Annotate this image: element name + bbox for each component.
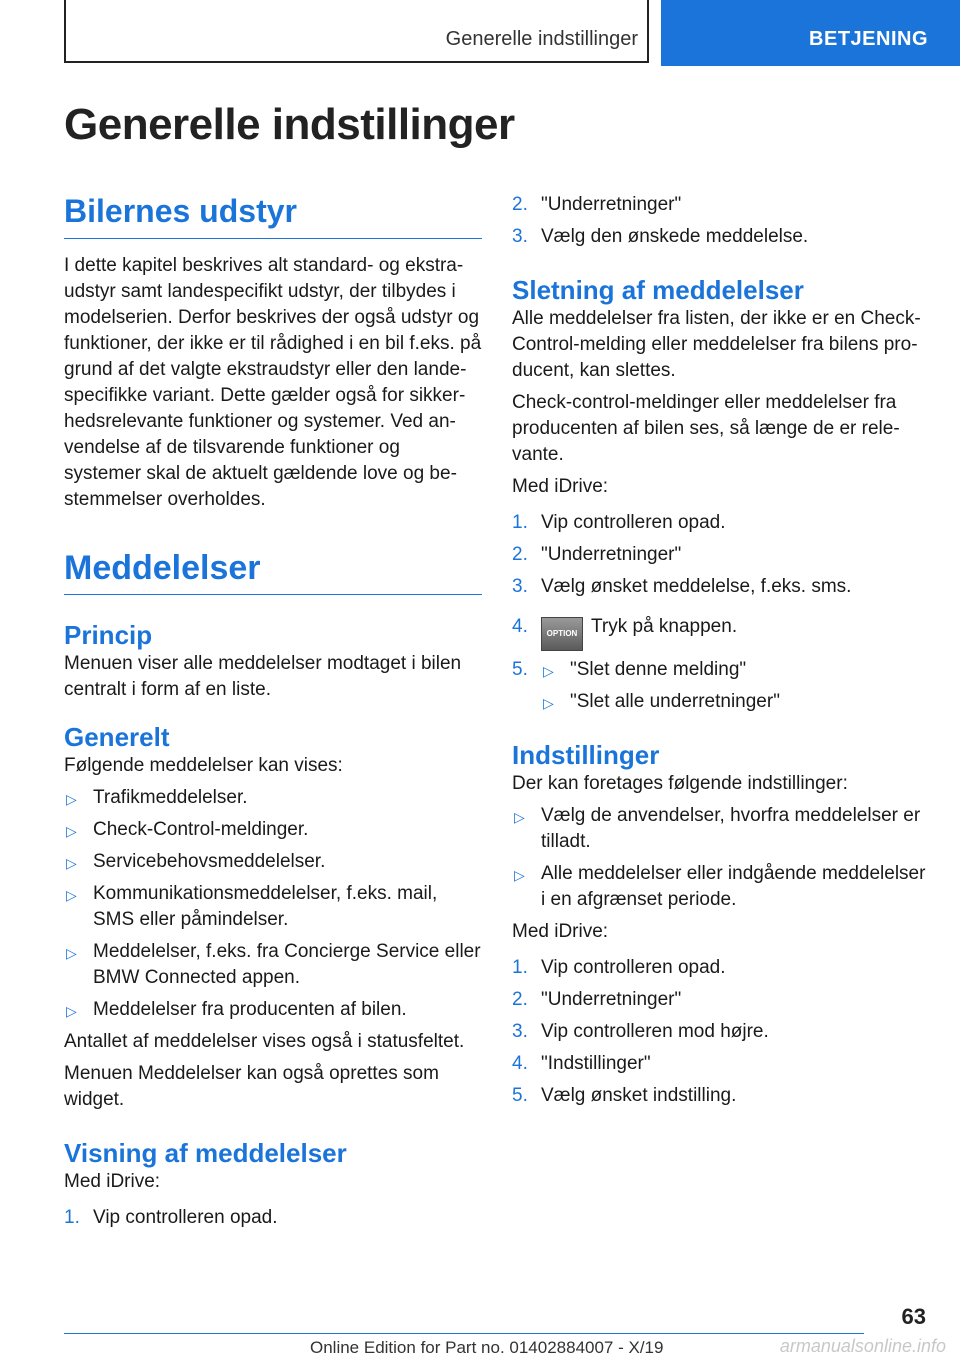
heading-display: Visning af meddelelser [64,1138,347,1168]
footer-edition: Online Edition for Part no. 01402884007 - X/19 [310,1338,664,1357]
paragraph-delete-2: Check-control-meldinger eller meddelelser fra producenten af bilen ses, så længe de er relevante. [512,392,900,465]
list-item: ▷ Trafikmeddelelser. [64,785,482,811]
step-item: 4. OPTION Tryk på knappen. [512,614,930,651]
page-header [0,0,960,66]
step-item: 4. "Indstillinger" [512,1053,651,1074]
step-item: 2. "Underretninger" [512,989,682,1010]
paragraph-delete-1: Alle meddelelser fra listen, der ikke er en Check-Control-melding eller meddelelser fra bilens producent, kan slettes. [512,308,921,381]
step-item: 1. Vip controlleren opad. [512,957,726,978]
paragraph-statusbar: Antallet af meddelelser vises også i statusfeltet. [64,1031,465,1052]
triangle-bullet-icon: ▷ [66,855,77,871]
triangle-bullet-icon: ▷ [514,867,525,883]
triangle-bullet-icon: ▷ [66,887,77,903]
step-item: 1. Vip controlleren opad. [512,512,726,533]
list-item: ▷ Alle meddelelser eller indgående meddelelser i en afgrænset periode. [514,863,926,910]
settings-steps [512,955,930,1109]
step-item: 3. Vip controlleren mod højre. [512,1021,769,1042]
header-chapter-tab: BETJENING [661,0,960,66]
heading-principle: Princip [64,620,153,650]
header-section-title: Generelle indstillinger [445,28,638,50]
paragraph-equipment: I dette kapitel beskrives alt standard- og ekstraudstyr samt landespecifikt udstyr, der tilbydes i modelserien. Derfor beskrives der også udstyr og funktioner, der ikke er til rådighed i en bil f.eks. på grund af det valgte ekstraudstyr eller den landespecifikke variant. Dette gælder også for sikkerhedsrelevante funktioner og systemer. Ved anvendelse af de tilsvarende funktioner og systemer skal de aktuelt gældende love og bestemmelser overholdes. [64,255,482,510]
left-column [64,188,482,1231]
general-list [64,785,482,1023]
heading-settings: Indstillinger [512,740,660,770]
right-column [512,192,930,1109]
paragraph-widget: Menuen Meddelelser kan også oprettes som widget. [64,1063,439,1110]
triangle-bullet-icon: ▷ [66,823,77,839]
paragraph-principle: Menuen viser alle meddelelser modtaget i bilen centralt i form af en liste. [64,653,462,700]
triangle-bullet-icon: ▷ [66,791,77,807]
delete-options-list [541,657,930,715]
paragraph-idrive: Med iDrive: [512,476,609,497]
heading-general: Generelt [64,722,170,752]
step-item: 2. "Underretninger" [512,544,682,565]
settings-list [512,803,930,913]
triangle-bullet-icon: ▷ [66,1003,77,1019]
display-steps [64,1205,482,1231]
footer-divider [64,1333,864,1334]
step-item: 5. Vælg ønsket indstilling. [512,1085,737,1106]
list-item: ▷ Check-Control-meldinger. [64,817,482,843]
heading-equipment: Bilernes udstyr [64,193,482,239]
step-number: 1. [64,1207,80,1228]
step-item: 5. ▷ "Slet denne melding" ▷ "Slet alle underretninger" [512,657,930,715]
triangle-bullet-icon: ▷ [514,809,525,825]
paragraph-settings: Der kan foretages følgende indstillinger: [512,773,848,794]
triangle-bullet-icon: ▷ [543,695,554,711]
option-button-icon: OPTION [541,617,583,651]
watermark: armanualsonline.info [779,1336,946,1356]
heading-delete: Sletning af meddelelser [512,275,804,305]
list-item: ▷ Servicebehovsmeddelelser. [64,849,482,875]
triangle-bullet-icon: ▷ [66,945,77,961]
step-item: 3. Vælg ønsket meddelelse, f.eks. sms. [512,576,852,597]
step-item: 2. "Underretninger" [512,194,682,215]
step-item: 1. Vip controlleren opad. [64,1205,482,1231]
list-item: ▷ "Slet denne melding" [541,657,930,683]
paragraph-idrive: Med iDrive: [512,921,609,942]
heading-messages: Meddelelser [64,549,482,595]
list-item: ▷ Vælg de anvendelser, hvorfra meddelelser er tilladt. [514,805,921,852]
triangle-bullet-icon: ▷ [543,663,554,679]
paragraph-general: Følgende meddelelser kan vises: [64,755,343,776]
list-item: ▷ "Slet alle underretninger" [541,689,930,715]
page-number: 63 [901,1304,926,1329]
display-steps-continued [512,192,930,250]
paragraph-idrive: Med iDrive: [64,1171,161,1192]
delete-steps [512,510,930,715]
list-item: ▷ Meddelelser fra producenten af bilen. [64,997,482,1023]
step-item: 3. Vælg den ønskede meddelelse. [512,226,809,247]
list-item: ▷ Meddelelser, f.eks. fra Concierge Service eller BMW Connected appen. [66,941,481,988]
list-item: ▷ Kommunikationsmeddelelser, f.eks. mail, SMS eller påmindelser. [66,883,438,930]
page-title: Generelle indstillinger [64,100,515,149]
